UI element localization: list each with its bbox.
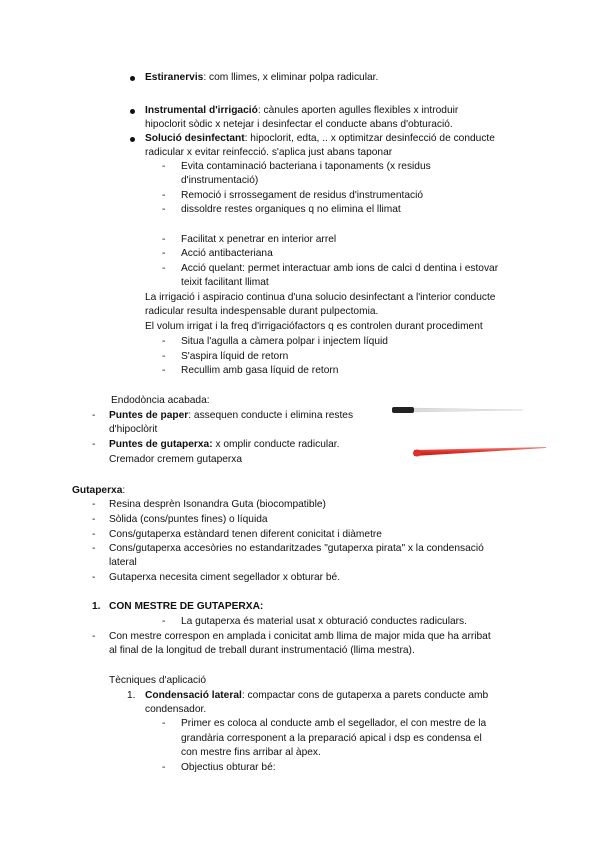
dash: - xyxy=(162,248,166,259)
dash: - xyxy=(92,543,96,554)
endo-heading: Endodòncia acabada: xyxy=(111,395,210,406)
bullet-dot xyxy=(130,109,135,114)
gutta-percha-point-image xyxy=(412,444,547,460)
dash: - xyxy=(162,762,166,773)
bullet-estiranervis: Estiranervis: com llimes, x eliminar polpa radicular. xyxy=(145,72,379,83)
sub-item: Acció quelant: permet interactuar amb ions de calci d dentina i estovar xyxy=(181,263,499,274)
sub-item: Situa l'agulla a càmera polpar i injectem líquid xyxy=(181,336,388,347)
sub-item: Facilitat x penetrar en interior arrel xyxy=(181,234,337,245)
list-item: Cons/gutaperxa estàndard tenen diferent conicitat i diàmetre xyxy=(109,529,382,540)
dash: - xyxy=(92,499,96,510)
gutta-points-item: Puntes de gutaperxa: x omplir conducte radicular. xyxy=(109,439,340,450)
text-line: hipoclorit sòdic x netejar i desinfectar el conducte abans d'obturació. xyxy=(145,119,453,130)
list-item: al final de la longitud de treball durant instrumentació (llima mestra). xyxy=(109,645,415,656)
dash: - xyxy=(162,190,166,201)
list-item: Cons/gutaperxa accesòries no estandaritzades "gutaperxa pirata" x la condensació xyxy=(109,543,484,554)
list-item: lateral xyxy=(109,557,137,568)
text-line: radicular x evitar reinfecció. s'aplica just abans taponar xyxy=(145,147,393,158)
bullet-dot xyxy=(130,76,135,81)
sub-item: Primer es coloca al conducte amb el segellador, el con mestre de la xyxy=(181,718,487,729)
dash: - xyxy=(162,351,166,362)
sub-item: Objectius obturar bé: xyxy=(181,762,276,773)
sub-item: con mestre fins arribar al àpex. xyxy=(181,747,321,758)
dash: - xyxy=(92,439,96,450)
sub-item: Remoció i srrossegament de residus d'instrumentació xyxy=(181,190,424,201)
sub-item: teixit facilitant llimat xyxy=(181,277,269,288)
sub-item: Recullim amb gasa líquid de retorn xyxy=(181,365,339,376)
tech-heading: Tècniques d'aplicació xyxy=(109,675,207,686)
gutaperxa-heading: Gutaperxa: xyxy=(72,485,126,496)
paper-points-item: Puntes de paper: assequen conducte i elimina restes xyxy=(109,410,354,421)
bullet-dot xyxy=(130,137,135,142)
dash: - xyxy=(92,410,96,421)
sub-item: dissoldre restes organiques q no elimina el llimat xyxy=(181,204,401,215)
dash: - xyxy=(92,514,96,525)
section-number: 1. xyxy=(92,601,101,612)
paragraph-line: La irrigació i aspiracio continua d'una solucio desinfectant a l'interior conducte xyxy=(145,292,496,303)
dash: - xyxy=(162,336,166,347)
dash: - xyxy=(162,234,166,245)
sub-item: Acció antibacteriana xyxy=(181,248,273,259)
list-item: Gutaperxa necesita ciment segellador x obturar bé. xyxy=(109,572,341,583)
dash: - xyxy=(162,161,166,172)
list-item: Sòlida (cons/puntes fines) o líquida xyxy=(109,514,268,525)
dash: - xyxy=(162,718,166,729)
list-item: Resina desprèn Isonandra Guta (biocompatible) xyxy=(109,499,326,510)
tech-number: 1. xyxy=(127,690,136,701)
dash: - xyxy=(92,572,96,583)
text-line: d'hipoclòrit xyxy=(109,424,158,435)
sub-item: La gutaperxa és material usat x obturació conductes radiculars. xyxy=(181,616,467,627)
dash: - xyxy=(162,204,166,215)
sub-item: d'instrumentació) xyxy=(181,175,259,186)
dash: - xyxy=(162,263,166,274)
text-line: Cremador cremem gutaperxa xyxy=(109,454,243,465)
bullet-instrumental: Instrumental d'irrigació: cànules aporten agulles flexibles x introduir xyxy=(145,105,459,116)
list-item: Con mestre correspon en amplada i conicitat amb llima de major mida que ha arribat xyxy=(109,631,491,642)
dash: - xyxy=(162,365,166,376)
sub-item: S'aspira líquid de retorn xyxy=(181,351,289,362)
dash: - xyxy=(92,529,96,540)
bullet-solucio: Solució desinfectant: hipoclorit, edta, .. x optimitzar desinfecció de conducte xyxy=(145,133,495,144)
paragraph-line: El volum irrigat i la freq d'irrigaciófactors q es controlen durant procediment xyxy=(145,321,483,332)
text-line: condensador. xyxy=(145,704,207,715)
dash: - xyxy=(92,631,96,642)
paper-point-image xyxy=(392,404,524,416)
sub-item: Evita contaminació bacteriana i taponaments (x residus xyxy=(181,161,431,172)
paragraph-line: radicular resulta indespensable durant pulpectomia. xyxy=(145,306,379,317)
dash: - xyxy=(162,616,166,627)
tech-item: Condensació lateral: compactar cons de gutaperxa a parets conducte amb xyxy=(145,690,489,701)
sub-item: grandària corresponent a la preparació apical i dsp es condensa el xyxy=(181,733,482,744)
section-title: CON MESTRE DE GUTAPERXA: xyxy=(109,601,264,612)
